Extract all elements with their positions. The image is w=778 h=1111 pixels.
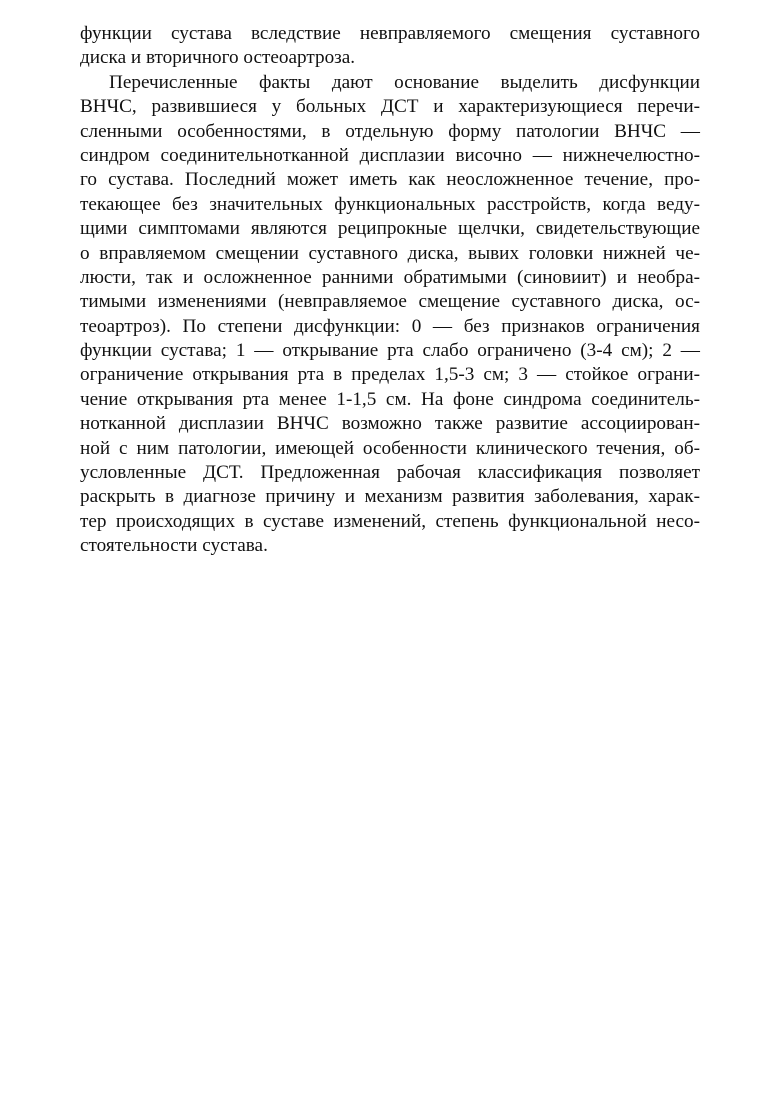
text-line: ВНЧС, развившиеся у больных ДСТ и характеризующиеся перечи- — [80, 96, 700, 118]
text-line: раскрыть в диагнозе причину и механизм развития заболевания, харак- — [80, 486, 700, 508]
text-line: текающее без значительных функциональных расстройств, когда веду- — [80, 193, 700, 215]
text-line: теоартроз). По степени дисфункции: 0 — без признаков ограничения — [80, 315, 700, 337]
text-line: ной с ним патологии, имеющей особенности клинического течения, об- — [80, 437, 700, 459]
text-line: тер происходящих в суставе изменений, степень функциональной несо- — [80, 510, 700, 532]
body-text — [80, 22, 700, 559]
text-line: ограничение открывания рта в пределах 1,5-3 см; 3 — стойкое ограни- — [80, 364, 700, 386]
text-line: сленными особенностями, в отдельную форму патологии ВНЧС — — [80, 120, 700, 142]
text-line: го сустава. Последний может иметь как неосложненное течение, про- — [80, 169, 700, 191]
text-line: щими симптомами являются реципрокные щелчки, свидетельствующие — [80, 218, 700, 240]
text-line: о вправляемом смещении суставного диска, вывих головки нижней че- — [80, 242, 700, 264]
text-line: функции сустава; 1 — открывание рта слабо ограничено (3-4 см); 2 — — [80, 340, 700, 362]
text-line: тимыми изменениями (невправляемое смещение суставного диска, ос- — [80, 291, 700, 313]
text-line: функции сустава вследствие невправляемого смещения суставного — [80, 23, 700, 44]
text-line: люсти, так и осложненное ранними обратимыми (синовиит) и необра- — [80, 266, 700, 288]
text-line: синдром соединительнотканной дисплазии височно — нижнечелюстно- — [80, 144, 700, 166]
text-line: диска и вторичного остеоартроза. — [80, 47, 356, 69]
text-line: чение открывания рта менее 1-1,5 см. На фоне синдрома соединитель- — [80, 388, 700, 410]
text-line: стоятельности сустава. — [80, 535, 268, 557]
text-line: условленные ДСТ. Предложенная рабочая классификация позволяет — [80, 462, 700, 484]
text-line: Перечисленные факты дают основание выделить дисфункции — [109, 71, 700, 93]
text-line: нотканной дисплазии ВНЧС возможно также развитие ассоциирован- — [80, 413, 700, 435]
